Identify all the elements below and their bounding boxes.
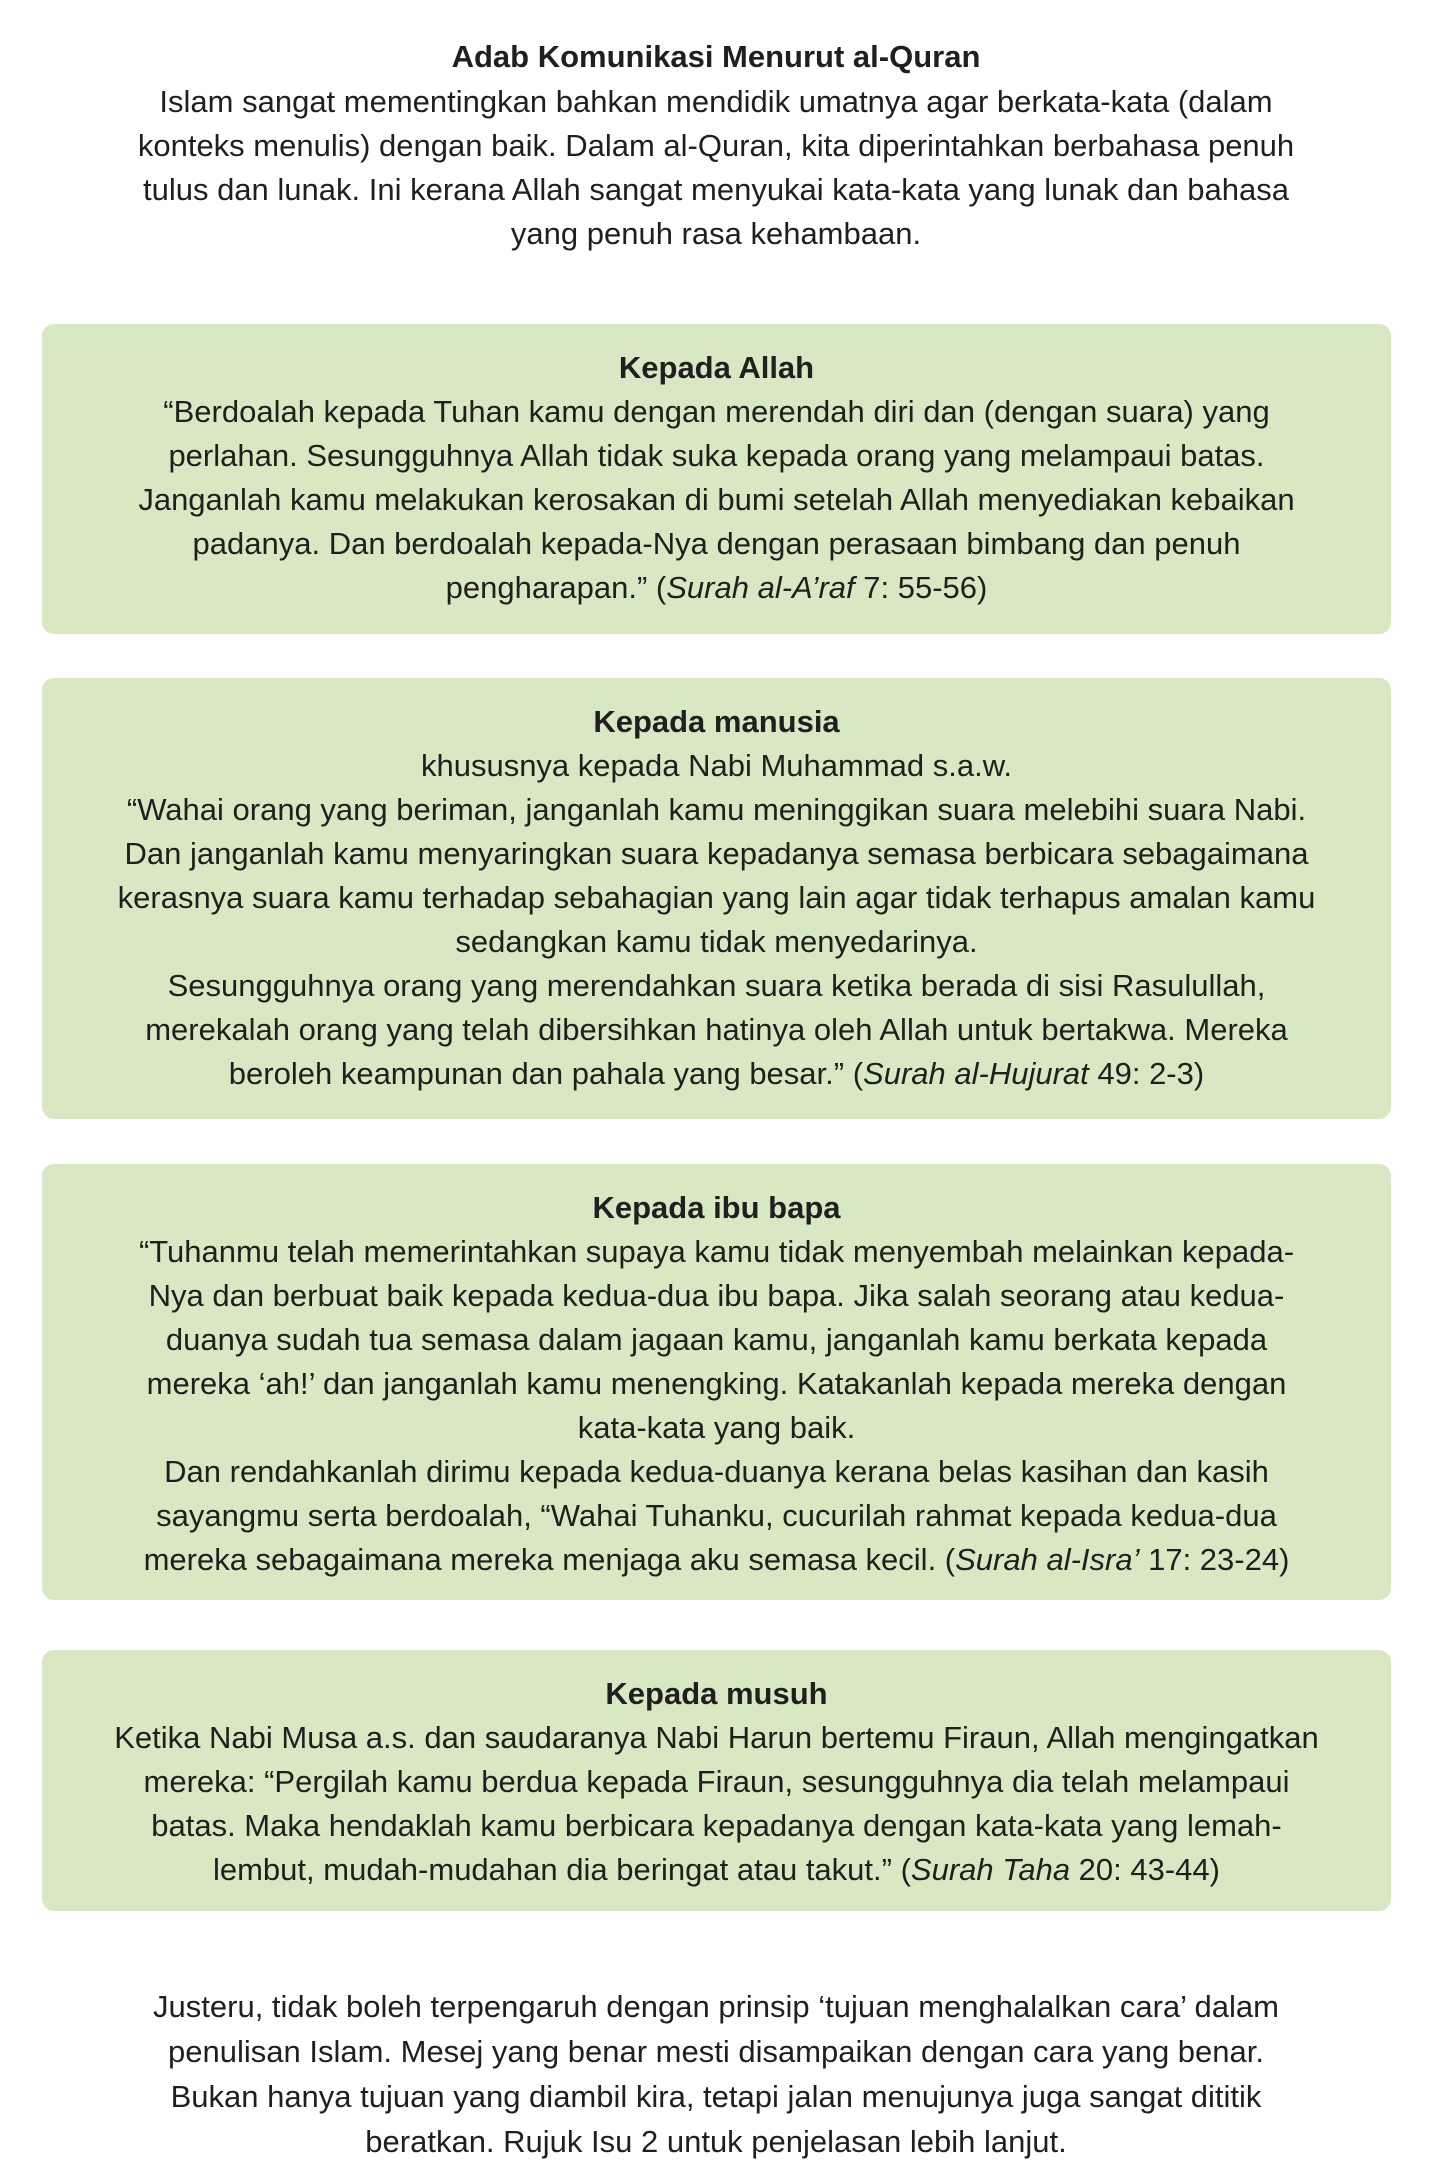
card-line: padanya. Dan berdoalah kepada-Nya dengan perasaan bimbang dan penuh bbox=[192, 526, 1241, 561]
intro-section bbox=[100, 34, 1332, 256]
card-line: “Tuhanmu telah memerintahkan supaya kamu tidak menyembah melainkan kepada- bbox=[138, 1234, 1295, 1269]
card-line: merekalah orang yang telah dibersihkan hatinya oleh Allah untuk bertakwa. Mereka bbox=[145, 1012, 1288, 1047]
verse-number: 17: 23-24) bbox=[1139, 1542, 1290, 1577]
conclusion-line: Bukan hanya tujuan yang diambil kira, tetapi jalan menujunya juga sangat dititik bbox=[170, 2079, 1262, 2114]
reference-prefix: beroleh keampunan dan pahala yang besar.” ( bbox=[228, 1056, 864, 1091]
verse-number: 49: 2-3) bbox=[1088, 1056, 1205, 1091]
verse-number: 20: 43-44) bbox=[1070, 1852, 1220, 1887]
card-line: sedangkan kamu tidak menyedarinya. bbox=[455, 924, 978, 959]
card-line: mereka: “Pergilah kamu berdua kepada Firaun, sesungguhnya dia telah melampaui bbox=[143, 1764, 1290, 1799]
card-line: “Berdoalah kepada Tuhan kamu dengan merendah diri dan (dengan suara) yang bbox=[163, 394, 1270, 429]
card-line: Sesungguhnya orang yang merendahkan suara ketika berada di sisi Rasulullah, bbox=[167, 968, 1266, 1003]
card-line: “Wahai orang yang beriman, janganlah kamu meninggikan suara melebihi suara Nabi. bbox=[126, 792, 1307, 827]
surah-name: Surah al-A’raf bbox=[666, 570, 855, 605]
card-line: duanya sudah tua semasa dalam jagaan kamu, janganlah kamu berkata kepada bbox=[165, 1322, 1268, 1357]
card-line: batas. Maka hendaklah kamu berbicara kepadanya dengan kata-kata yang lemah- bbox=[151, 1808, 1282, 1843]
card-kepada-ibu-bapa bbox=[42, 1164, 1391, 1600]
card-line: mereka ‘ah!’ dan janganlah kamu menengking. Katakanlah kepada mereka dengan bbox=[146, 1366, 1287, 1401]
conclusion-paragraph bbox=[100, 1984, 1332, 2164]
surah-name: Surah al-Hujurat bbox=[863, 1056, 1089, 1091]
card-line: Janganlah kamu melakukan kerosakan di bumi setelah Allah menyediakan kebaikan bbox=[138, 482, 1295, 517]
surah-name: Surah Taha bbox=[910, 1852, 1071, 1887]
conclusion-line: Justeru, tidak boleh terpengaruh dengan prinsip ‘tujuan menghalalkan cara’ dalam bbox=[153, 1989, 1279, 2024]
reference-prefix: lembut, mudah-mudahan dia beringat atau takut.” ( bbox=[212, 1852, 911, 1887]
verse-number: 7: 55-56) bbox=[854, 570, 988, 605]
card-reference-line bbox=[78, 566, 1355, 610]
card-title: Kepada ibu bapa bbox=[592, 1190, 841, 1225]
card-line: Nya dan berbuat baik kepada kedua-dua ibu bapa. Jika salah seorang atau kedua- bbox=[148, 1278, 1285, 1313]
card-line: perlahan. Sesungguhnya Allah tidak suka kepada orang yang melampaui batas. bbox=[168, 438, 1265, 473]
card-reference-line bbox=[78, 1052, 1355, 1096]
card-line: sayangmu serta berdoalah, “Wahai Tuhanku, cucurilah rahmat kepada kedua-dua bbox=[156, 1498, 1277, 1533]
card-reference-line bbox=[78, 1848, 1355, 1892]
reference-prefix: mereka sebagaimana mereka menjaga aku semasa kecil. ( bbox=[143, 1542, 956, 1577]
reference-prefix: pengharapan.” ( bbox=[445, 570, 667, 605]
card-line: kata-kata yang baik. bbox=[577, 1410, 856, 1445]
card-line: Dan janganlah kamu menyaringkan suara kepadanya semasa berbicara sebagaimana bbox=[124, 836, 1309, 871]
card-title: Kepada musuh bbox=[605, 1676, 828, 1711]
card-reference-line bbox=[78, 1538, 1355, 1582]
intro-line: konteks menulis) dengan baik. Dalam al-Quran, kita diperintahkan berbahasa penuh bbox=[137, 128, 1295, 163]
intro-line: yang penuh rasa kehambaan. bbox=[510, 216, 922, 251]
surah-name: Surah al-Isra’ bbox=[955, 1542, 1140, 1577]
card-line: Dan rendahkanlah dirimu kepada kedua-duanya kerana belas kasihan dan kasih bbox=[164, 1454, 1269, 1489]
card-kepada-manusia bbox=[42, 678, 1391, 1119]
card-line: kerasnya suara kamu terhadap sebahagian yang lain agar tidak terhapus amalan kamu bbox=[117, 880, 1316, 915]
page-title: Adab Komunikasi Menurut al-Quran bbox=[451, 39, 981, 74]
conclusion-line: beratkan. Rujuk Isu 2 untuk penjelasan lebih lanjut. bbox=[365, 2124, 1067, 2159]
conclusion-line: penulisan Islam. Mesej yang benar mesti disampaikan dengan cara yang benar. bbox=[168, 2034, 1264, 2069]
card-title: Kepada Allah bbox=[618, 350, 815, 385]
card-title: Kepada manusia bbox=[593, 704, 840, 739]
card-line: Ketika Nabi Musa a.s. dan saudaranya Nabi Harun bertemu Firaun, Allah mengingatkan bbox=[114, 1720, 1319, 1755]
card-subtitle: khususnya kepada Nabi Muhammad s.a.w. bbox=[420, 748, 1013, 783]
intro-line: tulus dan lunak. Ini kerana Allah sangat menyukai kata-kata yang lunak dan bahasa bbox=[142, 172, 1290, 207]
intro-line: Islam sangat mementingkan bahkan mendidik umatnya agar berkata-kata (dalam bbox=[159, 84, 1273, 119]
card-kepada-allah bbox=[42, 324, 1391, 634]
card-kepada-musuh bbox=[42, 1650, 1391, 1911]
